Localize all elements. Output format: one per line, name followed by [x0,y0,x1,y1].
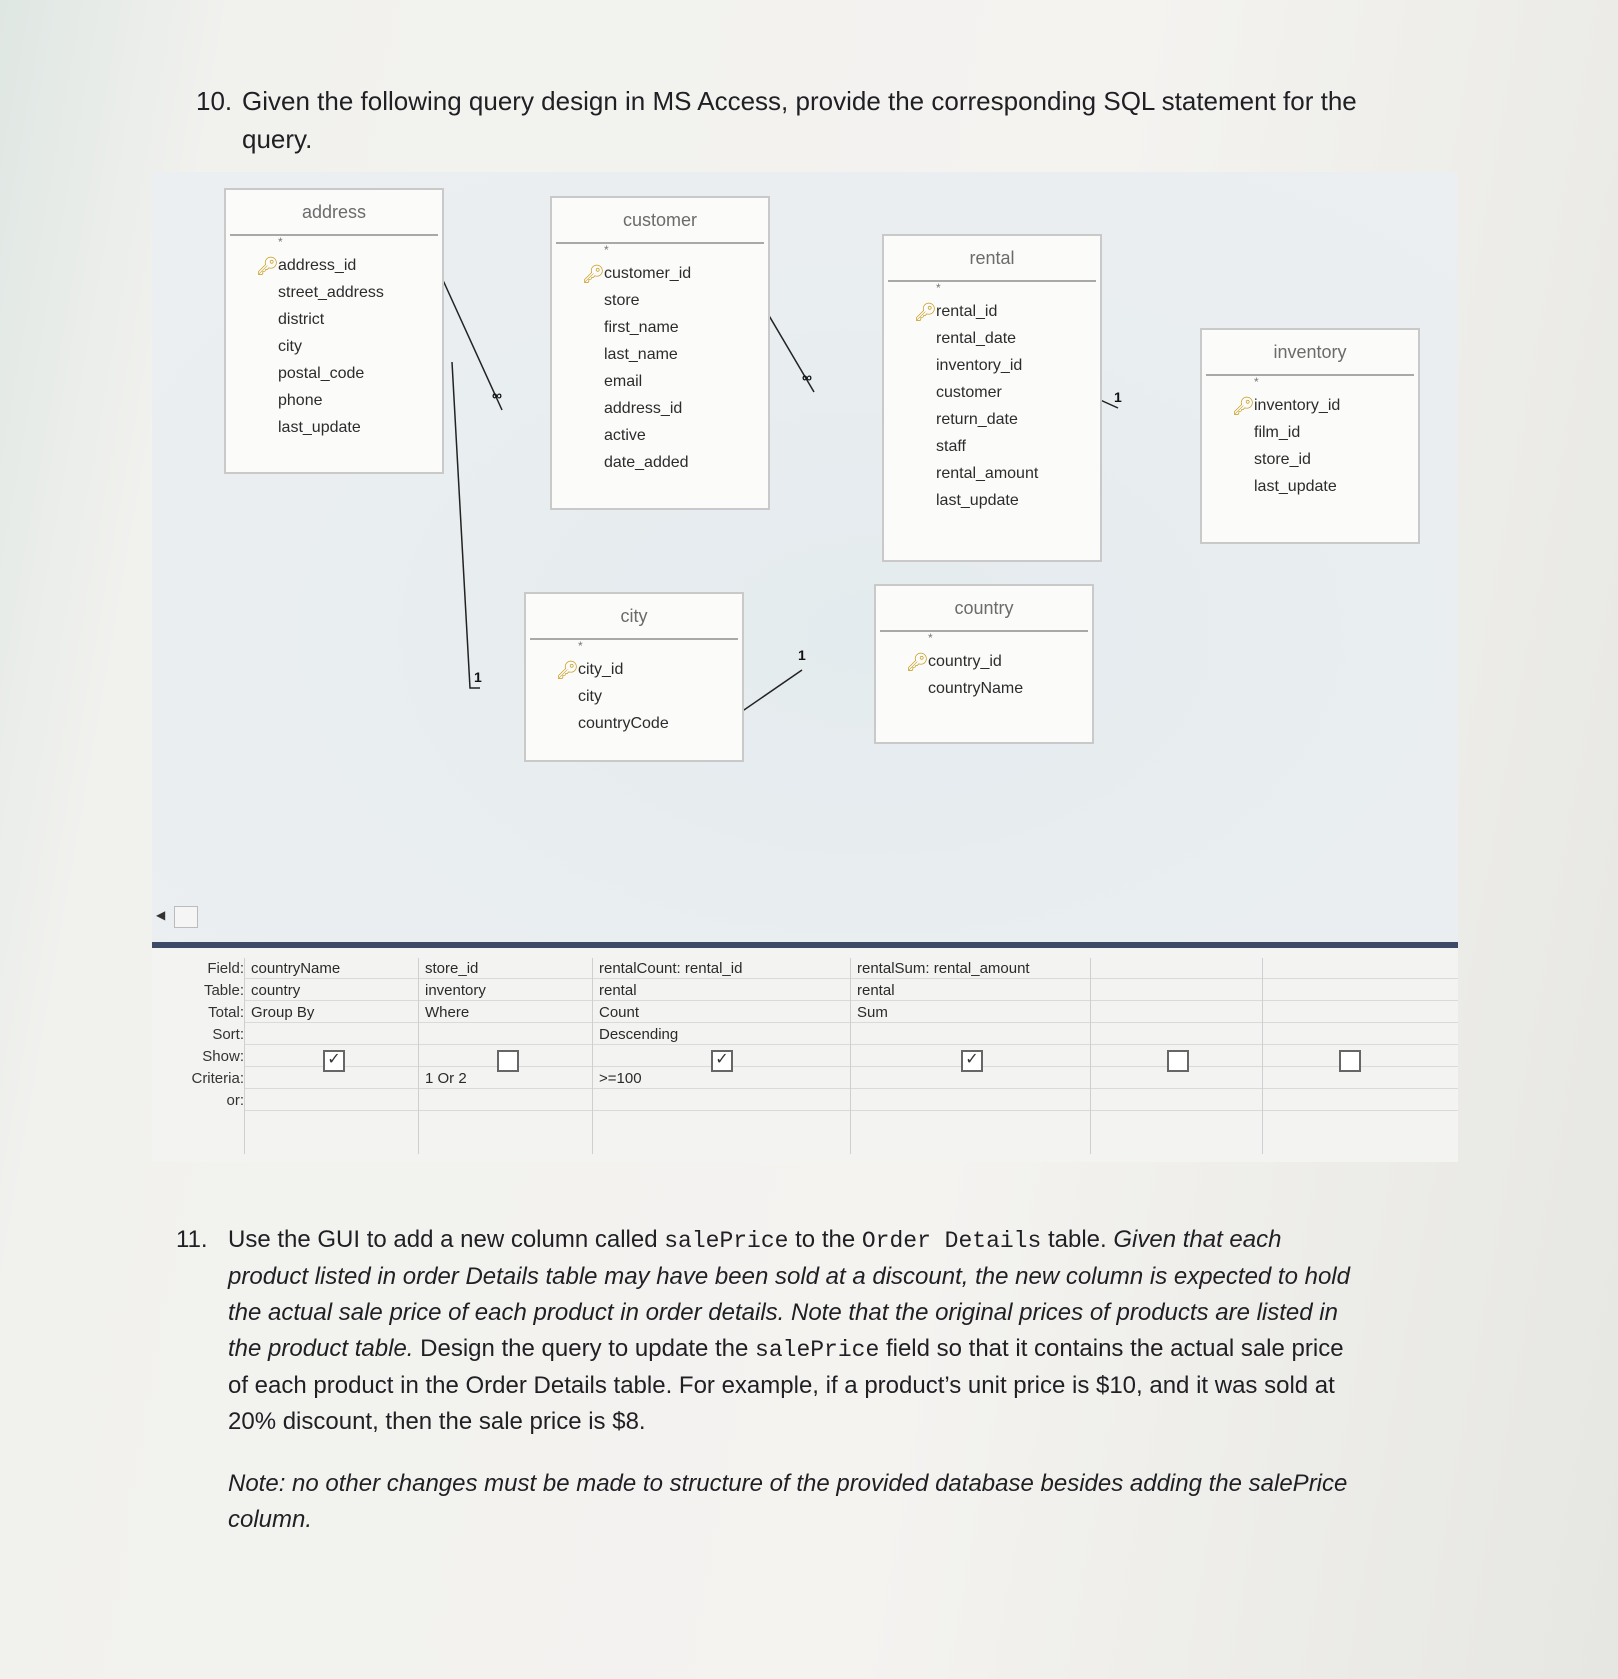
rel-many-3: ∞ [802,369,812,385]
field-postal-code[interactable]: postal_code [278,365,365,382]
field-rental-id[interactable]: 🔑︎ rental_id [884,298,1100,325]
cell-table[interactable]: rental [857,982,895,999]
q11-italic-text: Given that each product listed in order Details table may have been sold at a discount, the new column is expected to hold the actual sale price of each product in order details. Note that the original prices of products are listed in the product table. [228,1226,1350,1362]
field-street-address[interactable]: street_address [278,284,384,301]
table-inventory-title: inventory [1206,330,1414,376]
show-checkbox[interactable] [497,1050,519,1072]
question-11-body [228,1222,1368,1440]
field-last-update[interactable]: last_update [936,492,1019,509]
grid-column-6[interactable] [1262,958,1459,1154]
field-address-id[interactable]: 🔑︎ address_id [226,252,442,279]
field-date-added[interactable]: date_added [604,454,689,471]
row-label-field: Field: [207,960,244,977]
show-checkbox[interactable] [1167,1050,1189,1072]
cell-table[interactable]: rental [599,982,637,999]
rel-one-4: 1 [474,669,482,685]
field-inventory-id[interactable]: inventory_id [936,357,1023,374]
field-last-update[interactable]: last_update [278,419,361,436]
table-address-star: * [278,235,283,249]
rel-one-3: 1 [1114,389,1122,405]
q11-code-saleprice: salePrice [664,1228,789,1254]
access-query-design [152,172,1458,1162]
field-rental-date[interactable]: rental_date [936,330,1017,347]
q11-text: Design the query to update the [413,1335,756,1362]
rel-address-city [452,362,480,688]
question-11-note: Note: no other changes must be made to structure of the provided database besides adding the salePrice column. [228,1470,1348,1533]
table-city[interactable] [524,592,744,762]
row-label-total: Total: [208,1004,244,1021]
cell-sort[interactable]: Descending [599,1026,679,1043]
row-label-or: or: [226,1092,244,1109]
table-address-title: address [230,190,438,236]
scroll-thumb[interactable] [174,906,198,928]
scroll-left-icon[interactable]: ◀ [156,908,166,922]
table-inventory[interactable] [1200,328,1420,544]
relationship-diagram [152,172,1458,942]
table-rental-star: * [936,281,941,295]
grid-column-5[interactable] [1090,958,1263,1154]
q11-code-order-details: Order Details [861,1228,1042,1254]
q11-text: to the [788,1226,862,1253]
grid-column-2[interactable] [418,958,593,1154]
field-rental-amount[interactable]: rental_amount [936,465,1039,482]
grid-column-3[interactable] [592,958,851,1154]
cell-table[interactable]: country [251,982,301,999]
table-customer-title: customer [556,198,764,244]
table-address[interactable] [224,188,444,474]
field-customer-id[interactable]: 🔑︎ customer_id [552,260,768,287]
question-10-text: Given the following query design in MS Access, provide the corresponding SQL statement for the query. [242,86,1357,154]
cell-total[interactable]: Sum [857,1004,888,1021]
field-email[interactable]: email [604,373,643,390]
field-city[interactable]: city [578,688,602,705]
cell-field[interactable]: rentalCount: rental_id [599,960,743,977]
field-store-id[interactable]: store_id [1254,451,1311,468]
table-customer-star: * [604,243,609,257]
cell-table[interactable]: inventory [425,982,486,999]
show-checkbox[interactable]: ✓ [711,1050,733,1072]
show-checkbox[interactable]: ✓ [323,1050,345,1072]
field-active[interactable]: active [604,427,646,444]
field-last-name[interactable]: last_name [604,346,678,363]
diagram-scrollbar[interactable] [152,902,1458,932]
table-inventory-star: * [1254,375,1259,389]
row-label-table: Table: [203,982,244,999]
rel-one-5: 1 [798,647,806,663]
primary-key-icon: 🔑︎ [256,256,279,276]
field-first-name[interactable]: first_name [604,319,679,336]
table-country-title: country [880,586,1088,632]
primary-key-icon: 🔑︎ [556,660,579,680]
field-phone[interactable]: phone [278,392,323,409]
primary-key-icon: 🔑︎ [1232,396,1255,416]
cell-total[interactable]: Group By [251,1004,315,1021]
field-store[interactable]: store [604,292,640,309]
cell-field[interactable]: countryName [251,960,341,977]
field-staff[interactable]: staff [936,438,966,455]
cell-criteria[interactable]: 1 Or 2 [425,1070,467,1087]
question-11-number: 11. [176,1226,208,1253]
table-rental-title: rental [888,236,1096,282]
cell-field[interactable]: store_id [425,960,479,977]
primary-key-icon: 🔑︎ [914,302,937,322]
q11-text: Use the GUI to add a new column called [228,1226,665,1253]
field-inventory-id[interactable]: 🔑︎ inventory_id [1202,392,1418,419]
field-city[interactable]: city [278,338,302,355]
query-design-grid [152,948,1458,1162]
cell-total[interactable]: Where [425,1004,470,1021]
row-label-criteria: Criteria: [191,1070,244,1087]
field-last-update[interactable]: last_update [1254,478,1337,495]
field-customer[interactable]: customer [936,384,1002,401]
cell-field[interactable]: rentalSum: rental_amount [857,960,1030,977]
field-country-name[interactable]: countryName [928,680,1024,697]
table-city-title: city [530,594,738,640]
field-address-id[interactable]: address_id [604,400,683,417]
table-customer[interactable] [550,196,770,510]
field-city-id[interactable]: 🔑︎ city_id [526,656,742,683]
grid-column-1[interactable] [244,958,419,1154]
show-checkbox[interactable]: ✓ [961,1050,983,1072]
table-country[interactable] [874,584,1094,744]
cell-criteria[interactable]: >=100 [599,1070,642,1087]
grid-column-4[interactable] [850,958,1091,1154]
field-country-id[interactable]: 🔑︎ country_id [876,648,1092,675]
row-label-show: Show: [202,1048,244,1065]
table-country-star: * [928,631,933,645]
question-10-number: 10. [196,86,233,116]
q11-text: field so that it contains the actual sale price of each product in the Order Details table. For example, if a product’s unit price is $10, and it was sold at 20% discount, then the sale price is $8. [228,1335,1344,1435]
table-rental[interactable] [882,234,1102,562]
q11-code-saleprice: salePrice [755,1337,880,1363]
primary-key-icon: 🔑︎ [582,264,605,284]
table-city-star: * [578,639,583,653]
field-return-date[interactable]: return_date [936,411,1018,428]
q11-text: table. [1041,1226,1114,1253]
cell-total[interactable]: Count [599,1004,640,1021]
field-district[interactable]: district [278,311,325,328]
field-country-code[interactable]: countryCode [578,715,669,732]
show-checkbox[interactable] [1339,1050,1361,1072]
rel-many-2: ∞ [492,387,502,403]
field-film-id[interactable]: film_id [1254,424,1301,441]
row-label-sort: Sort: [212,1026,244,1043]
primary-key-icon: 🔑︎ [906,652,929,672]
